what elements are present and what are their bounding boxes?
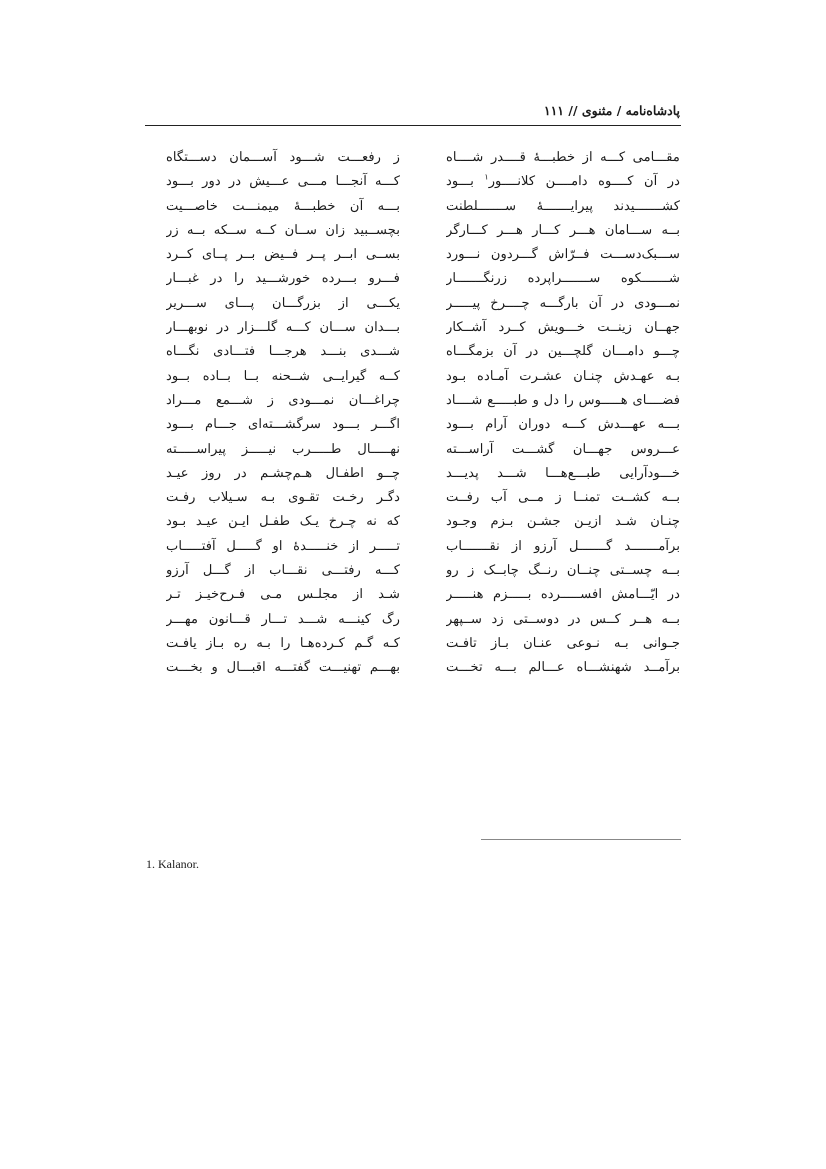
verse-line: چـــو دامـــان گلچـــین در آن بزمگـــاه <box>446 344 680 360</box>
verse-line: بــه ســـامان هـــر کـــار هـــر کـــارگر <box>446 222 680 238</box>
running-head: پادشاه‌نامه / مثنوی // ۱۱۱ <box>543 103 680 118</box>
verse-line: نمـــودی در آن بارگـــه چــــرخ پیـــــر <box>446 295 680 311</box>
footnote-reference: ۱ <box>484 172 489 182</box>
verse-line: کـــه آنجـــا مـــی عـــیش در دور بـــود <box>166 174 400 190</box>
verse-line: یکـــی از بزرگـــان پـــای ســـریر <box>166 295 400 311</box>
poem-column-left <box>166 146 400 681</box>
verse-line: رگ کینـــه شـــد تـــار قـــانون مهـــر <box>166 611 400 627</box>
verse-line: نهـــــال طـــــرب نیـــــز پیراســـــته <box>166 441 400 457</box>
verse-line: ســـبک‌دســـت فــرّاش گـــردون نـــورد <box>446 247 680 263</box>
verse-line: چــو اطفـال هـم‌چشـم در روز عیـد <box>166 465 400 481</box>
verse-line: بـــه آن خطبـــۀ میمنـــت خاصـــیت <box>166 198 400 214</box>
verse-line: چراغـــان نمـــودی ز شـــمع مـــراد <box>166 392 400 408</box>
verse-line: فضــــای هـــــوس را دل و طبـــــع شــــاد <box>446 392 680 408</box>
verse-line: شـــــــکوه ســـــــراپرده زرنگـــــــار <box>446 271 680 287</box>
verse-line: بـــه عهـــدش کـــه دوران آرام بـــود <box>446 417 680 433</box>
verse-line: کــه گیرایــی شــحنه بــا بــاده بــود <box>166 368 400 384</box>
verse-line: کشـــــــیدند پیرایـــــــۀ ســـــــلطنت <box>446 198 680 214</box>
verse-text: در آن کــــوه دامــــن کلانــــور <box>488 174 680 190</box>
verse-line: بــه چســتی چنــان رنــگ چابــک ز رو <box>446 563 680 579</box>
verse-line: بهـــم تهنیـــت گفتـــه اقبـــال و بخـــت <box>166 660 400 676</box>
verse-line: شـد از مجلـس مـی فـرح‌خیـز تـر <box>166 587 400 603</box>
header-rule <box>145 125 681 126</box>
verse-line: تـــــر از خنـــــدۀ او گـــــل آفتـــــاب <box>166 538 400 554</box>
verse-line: اگـــر بـــود سرگشـــته‌ای جـــام بـــود <box>166 417 400 433</box>
verse-line: در ایّـــامش افســـــرده بـــــزم هنـــــر <box>446 587 680 603</box>
verse-line: ز رفعـــت شـــود آســـمان دســـتگاه <box>166 150 400 165</box>
verse-line: عـــروس جهـــان گشـــت آراســـته <box>446 441 680 457</box>
verse-text-tail: بـــود <box>446 174 485 190</box>
verse-line: برآمــد شهنشـــاه عـــالم بـــه تخـــت <box>446 660 680 676</box>
footnote: 1. Kalanor. <box>146 857 199 871</box>
verse-line: کـه گـم کـرده‌هـا را بـه ره بـاز یافـت <box>166 635 400 651</box>
verse-line: که نه چـرخ یـک طفـل ایـن عیـد بـود <box>166 514 400 530</box>
verse-line: بـــدان ســـان کـــه گلـــزار در نوبهـــار <box>166 320 400 336</box>
poem-column-right <box>446 146 680 681</box>
verse-line: بســی ابــر پــر فــیض بــر پــای کــرد <box>166 247 400 263</box>
verse-line: برآمـــــــد گـــــــل آرزو از نقـــــــاب <box>446 538 680 554</box>
verse-line: مقـــامی کـــه از خطبـــۀ قــــدر شــــاه <box>446 150 680 165</box>
verse-line: بــه کشــت تمنــا ز مــی آب رفــت <box>446 490 680 506</box>
verse-line <box>446 170 680 194</box>
verse-line: خـــودآرایی طبـــع‌هـــا شـــد پدیـــد <box>446 465 680 481</box>
verse-line: جهــان زینــت خـــویش کــرد آشــکار <box>446 320 680 336</box>
verse-line: دگـر رخـت تقـوی بـه سـیلاب رفـت <box>166 490 400 506</box>
verse-line: فـــرو بـــرده خورشـــید را در غبـــار <box>166 271 400 287</box>
verse-line: کـــه رفتـــی نقـــاب از گـــل آرزو <box>166 563 400 579</box>
verse-line: چنـان شـد ازیـن جشـن بـزم وجـود <box>446 514 680 530</box>
verse-line: جـوانی بـه نـوعی عنـان بـاز تافـت <box>446 635 680 651</box>
verse-line: بـه عهـدش چنـان عشـرت آمـاده بـود <box>446 368 680 384</box>
footnote-rule <box>481 839 681 840</box>
verse-line: شـــدی بنـــد هرجـــا فتـــادی نگـــاه <box>166 344 400 360</box>
verse-line: بــه هــر کــس در دوســتی زد ســپهر <box>446 611 680 627</box>
verse-line: بچســبید زان ســان کــه ســکه بــه زر <box>166 222 400 238</box>
